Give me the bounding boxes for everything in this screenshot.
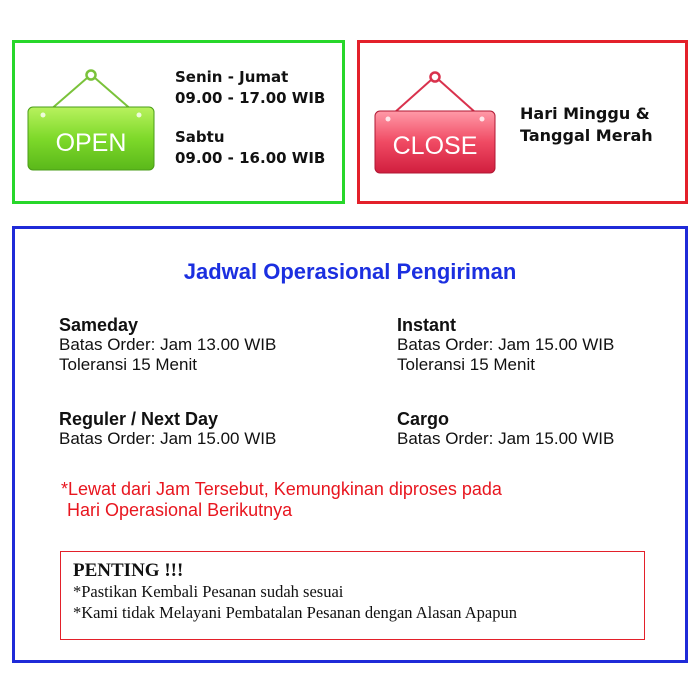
open-sign-label: OPEN: [55, 129, 127, 157]
service-cutoff: Batas Order: Jam 15.00 WIB: [397, 429, 615, 448]
saturday-title: Sabtu: [175, 128, 225, 146]
closed-days-line2: Tanggal Merah: [520, 126, 653, 145]
open-hours: [175, 67, 325, 169]
weekday-title: Senin - Jumat: [175, 68, 289, 86]
service-cutoff: Batas Order: Jam 15.00 WIB: [59, 429, 277, 448]
closed-days-panel: [357, 40, 688, 204]
service-cutoff: Batas Order: Jam 13.00 WIB: [59, 335, 277, 354]
important-item: *Pastikan Kembali Pesanan sudah sesuai: [73, 582, 344, 601]
close-sign-icon: [372, 71, 498, 177]
service-instant: [397, 315, 614, 375]
open-sign-icon: [25, 69, 157, 173]
service-cutoff: Batas Order: Jam 15.00 WIB: [397, 335, 615, 354]
note-line1: *Lewat dari Jam Tersebut, Kemungkinan diproses pada: [61, 479, 502, 499]
schedule-title: Jadwal Operasional Pengiriman: [183, 259, 517, 284]
saturday-hours: 09.00 - 16.00 WIB: [175, 149, 326, 167]
important-notice: [60, 551, 645, 640]
service-tolerance: Toleransi 15 Menit: [397, 355, 535, 374]
important-item: *Kami tidak Melayani Pembatalan Pesanan dengan Alasan Apapun: [73, 603, 518, 622]
service-reguler: [59, 409, 276, 449]
service-cargo: [397, 409, 614, 449]
important-heading: PENTING !!!: [73, 560, 184, 581]
closed-days: [520, 103, 653, 147]
close-sign-label: CLOSE: [392, 132, 478, 160]
service-name: Reguler / Next Day: [59, 409, 219, 429]
service-name: Cargo: [397, 409, 450, 429]
weekday-hours: 09.00 - 17.00 WIB: [175, 89, 326, 107]
shipping-schedule-panel: [12, 226, 688, 663]
cutoff-note: [61, 479, 661, 521]
service-tolerance: Toleransi 15 Menit: [59, 355, 197, 374]
open-hours-panel: [12, 40, 345, 204]
closed-days-line1: Hari Minggu &: [520, 104, 650, 123]
service-name: Instant: [397, 315, 457, 335]
service-sameday: [59, 315, 276, 375]
service-name: Sameday: [59, 315, 139, 335]
note-line2: Hari Operasional Berikutnya: [67, 500, 293, 520]
